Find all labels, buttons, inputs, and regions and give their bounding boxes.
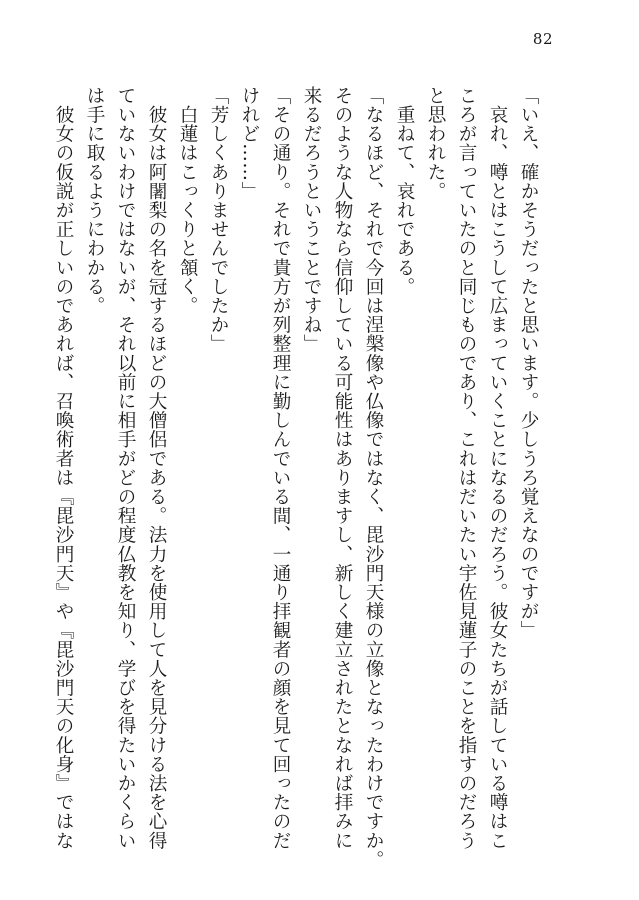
text-line: 「なるほど、それで今回は涅槃像や仏像ではなく、毘沙門天様の立像となったわけですか。 xyxy=(363,86,384,870)
text-line: は手に取るようにわかる。 xyxy=(84,86,105,316)
text-line: ころが言っていたのと同じものであり、これはだいたい宇佐見蓮子のことを指すのだろう xyxy=(456,86,477,850)
text-line: 彼女は阿闍梨の名を冠するほどの大僧侶である。法力を使用して人を見分ける法を心得 xyxy=(146,86,167,850)
text-line: けれど……」 xyxy=(239,86,260,201)
body-text xyxy=(53,86,544,870)
text-line: 白蓮はこっくりと頷く。 xyxy=(177,86,198,316)
text-line: 「芳しくありませんでしたか」 xyxy=(208,86,229,354)
text-line: そのような人物なら信仰している可能性はありますし、新しく建立されたとなれば拝みに xyxy=(332,86,353,850)
text-line: 哀れ、噂とはこうして広まっていくことになるのだろう。彼女たちが話している噂はこ xyxy=(487,86,508,850)
text-line: と思われた。 xyxy=(425,86,446,201)
text-line: 重ねて、哀れである。 xyxy=(394,86,415,297)
text-line: 来るだろうということですね」 xyxy=(301,86,322,354)
text-line: ていないわけではないが、それ以前に相手がどの程度仏教を知り、学びを得たいかくらい xyxy=(115,86,136,850)
text-line: 彼女の仮説が正しいのであれば、召喚術者は『毘沙門天』や『毘沙門天の化身』ではな xyxy=(53,86,74,850)
page-number: 82 xyxy=(532,30,553,48)
text-line: 「いえ、確かそうだったと思います。少しうろ覚えなのですが」 xyxy=(518,86,539,640)
text-line: 「その通り。それで貴方が列整理に勤しんでいる間、一通り拝観者の顔を見て回ったのだ xyxy=(270,86,291,850)
